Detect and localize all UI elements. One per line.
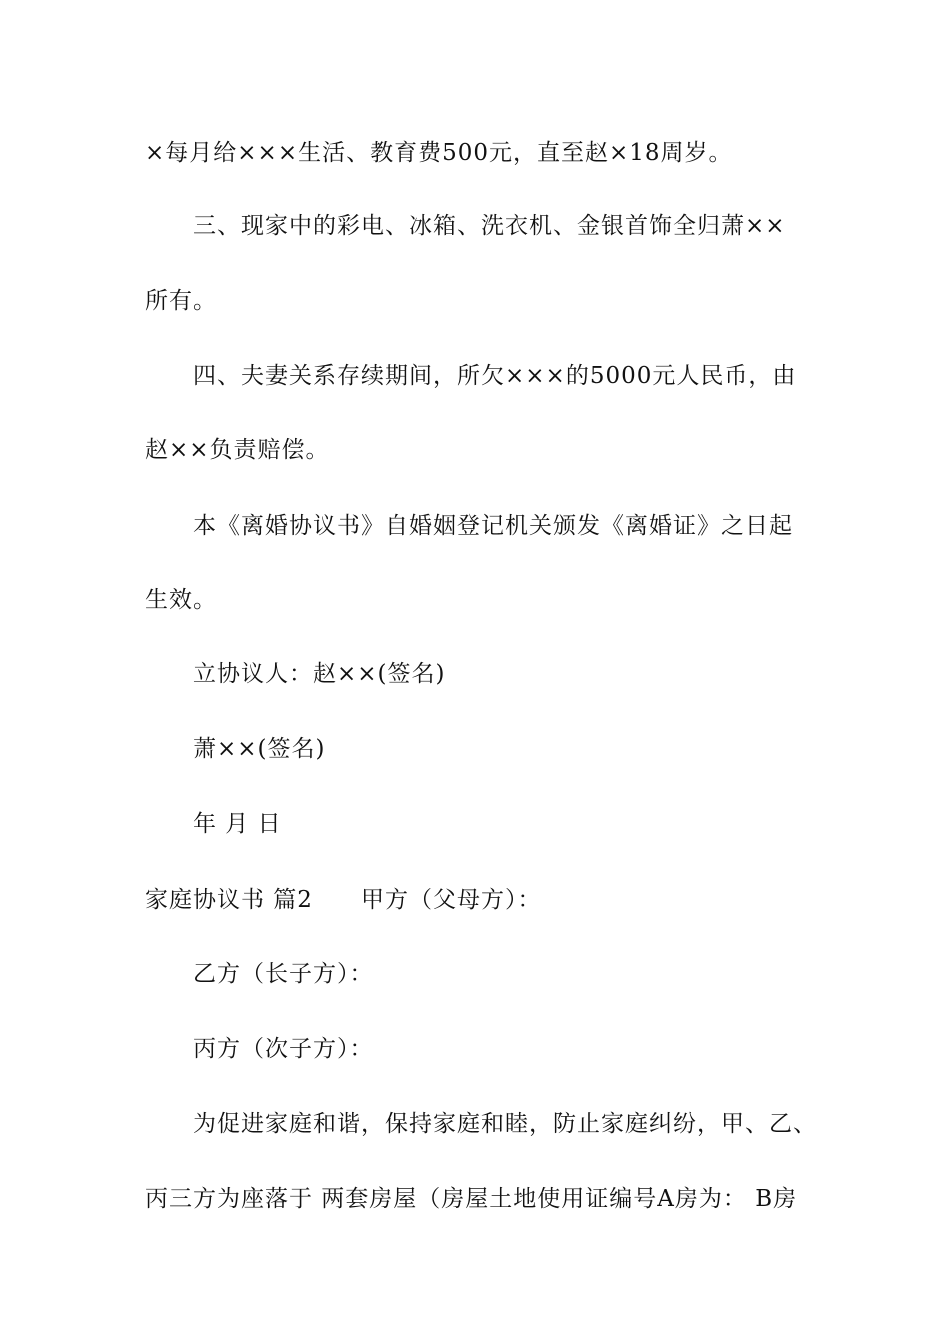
- section-heading: 家庭协议书 篇2: [145, 887, 313, 913]
- text-line-2: 三、现家中的彩电、冰箱、洗衣机、金银首饰全归萧××: [193, 213, 786, 239]
- text-line-1: ×每月给×××生活、教育费500元，直至赵×18周岁。: [145, 140, 733, 166]
- text-line-7: 生效。: [145, 587, 217, 613]
- second-signatory-line: 萧××(签名): [193, 736, 326, 762]
- text-line-4: 四、夫妻关系存续期间，所欠×××的5000元人民币，由: [193, 363, 797, 389]
- text-line-16: 丙三方为座落于 两套房屋（房屋土地使用证编号A房为： B房: [145, 1186, 798, 1212]
- text-line-5: 赵××负责赔偿。: [145, 437, 330, 463]
- date-line: 年 月 日: [193, 811, 282, 837]
- party-b-label: 乙方（长子方）：: [193, 961, 374, 987]
- signatory-line: 立协议人：赵××(签名): [193, 661, 446, 687]
- text-line-6: 本《离婚协议书》自婚姻登记机关颁发《离婚证》之日起: [193, 513, 793, 539]
- party-a-label: 甲方（父母方）：: [360, 887, 542, 913]
- party-c-label: 丙方（次子方）：: [193, 1036, 374, 1062]
- section-heading-line: [145, 884, 845, 916]
- text-line-15: 为促进家庭和谐，保持家庭和睦，防止家庭纠纷，甲、乙、: [193, 1111, 817, 1137]
- text-line-3: 所有。: [145, 288, 217, 314]
